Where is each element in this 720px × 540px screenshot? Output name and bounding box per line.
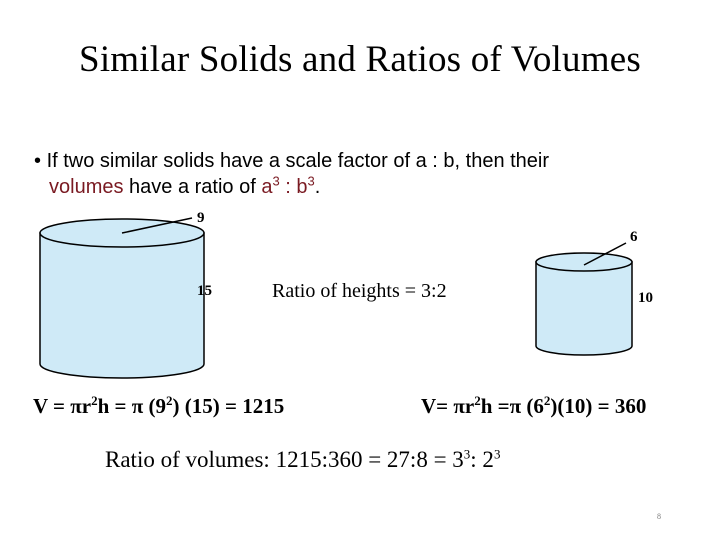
- large-height-label: 15: [197, 283, 212, 299]
- keyword-b: b: [296, 176, 308, 198]
- formula-text: ) (15) = 1215: [172, 394, 285, 418]
- large-cylinder: [40, 218, 204, 378]
- small-radius-label: 6: [630, 229, 638, 245]
- ratio-text: Ratio of volumes: 1215:360 = 27:8 = 3: [105, 447, 464, 472]
- ratio-exponent: 3: [463, 446, 471, 462]
- keyword-volumes: volumes: [49, 176, 124, 198]
- pi-symbol: π: [509, 394, 522, 418]
- bullet-text-1: If two similar solids have a scale factor of a : b, then their: [46, 150, 550, 172]
- small-volume-formula: [421, 394, 646, 419]
- heights-ratio-text: Ratio of heights = 3:2: [272, 280, 447, 302]
- bullet-text-2: have a ratio of: [123, 176, 262, 198]
- keyword-a: a: [261, 176, 273, 198]
- formula-text: (9: [143, 394, 167, 418]
- large-radius-label: 9: [197, 210, 205, 226]
- formula-text: V =: [33, 394, 71, 418]
- large-cylinder-body: [40, 233, 204, 378]
- formula-text: h =: [97, 394, 132, 418]
- ratio-separator: :: [279, 176, 297, 198]
- bullet-mark: •: [34, 150, 42, 172]
- formula-exponent: 2: [166, 393, 173, 408]
- pi-symbol: π: [70, 394, 82, 418]
- formula-exponent: 2: [91, 393, 98, 408]
- small-height-label: 10: [638, 290, 653, 306]
- ratio-exponent: 3: [493, 446, 501, 462]
- page-number: 8: [657, 512, 661, 521]
- small-cylinder-top: [536, 253, 632, 271]
- small-cylinder: [536, 243, 632, 355]
- exponent-b: 3: [307, 173, 315, 189]
- formula-exponent: 2: [543, 393, 551, 408]
- exponent-a: 3: [272, 173, 280, 189]
- pi-symbol: π: [453, 394, 465, 418]
- large-volume-formula: [33, 394, 284, 419]
- formula-exponent: 2: [474, 393, 481, 408]
- formula-text: (6: [521, 394, 544, 418]
- formula-text: r: [464, 394, 475, 418]
- formula-text: )(10) = 360: [550, 394, 647, 418]
- formula-text: r: [81, 394, 92, 418]
- formula-text: V=: [421, 394, 454, 418]
- ratio-text: : 2: [470, 447, 494, 472]
- volumes-ratio-text: [105, 447, 500, 473]
- formula-text: h =: [480, 394, 510, 418]
- bullet-period: .: [314, 176, 321, 198]
- small-cylinder-body: [536, 262, 632, 355]
- pi-symbol: π: [131, 394, 144, 418]
- slide-title: Similar Solids and Ratios of Volumes: [79, 39, 641, 80]
